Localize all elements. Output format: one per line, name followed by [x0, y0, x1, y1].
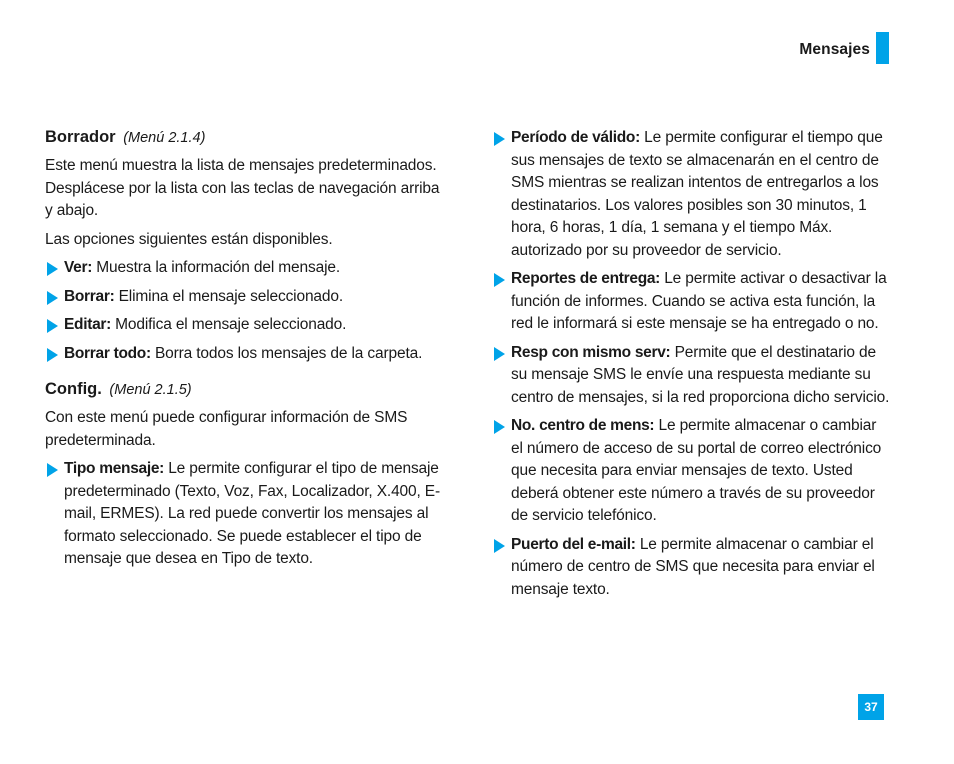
- item-text: Permite que el destinatario de su mensaje SMS le envíe una respuesta mediante su centro de mensajes, si la red proporciona dicho servicio.: [511, 343, 890, 406]
- triangle-right-icon: [47, 319, 58, 333]
- borrador-options-intro: Las opciones siguientes están disponibles.: [45, 230, 333, 248]
- list-item-borrar: [45, 286, 450, 309]
- item-label: Tipo mensaje:: [64, 460, 165, 477]
- triangle-right-icon: [494, 539, 505, 553]
- list-item-reportes-entrega: [492, 268, 892, 336]
- item-label: Editar:: [64, 316, 111, 333]
- item-text: Le permite almacenar o cambiar el número de centro de SMS que necesita para enviar el mensaje texto.: [511, 535, 875, 598]
- list-item-puerto-email: [492, 534, 892, 602]
- config-title: Config.: [45, 380, 102, 398]
- triangle-right-icon: [494, 347, 505, 361]
- list-item-periodo-valido: [492, 127, 892, 262]
- list-item-tipo-mensaje: [45, 458, 450, 571]
- triangle-right-icon: [494, 132, 505, 146]
- item-text: Le permite configurar el tipo de mensaje predeterminado (Texto, Voz, Fax, Localizador, X.400, E-mail, ERMES). La red puede convertir los mensajes al formato seleccionado. Se puede establecer el tipo de mensaje que desea en Tipo de texto.: [64, 460, 441, 567]
- triangle-right-icon: [47, 463, 58, 477]
- item-text: Le permite configurar el tiempo que sus mensajes de texto se almacenarán en el centro de SMS mientras se realizan intentos de entregarlos a los destinatarios. Los valores posibles son 30 minutos, 1 hora, 6 horas, 1 día, 1 semana y el tiempo Máx. autorizado por su proveedor de servicio.: [511, 129, 883, 259]
- borrador-heading: [45, 127, 450, 148]
- list-item-editar: [45, 314, 450, 337]
- item-text: Muestra la información del mensaje.: [92, 259, 340, 276]
- item-label: Borrar todo:: [64, 344, 151, 362]
- item-label: Puerto del e-mail:: [511, 535, 636, 553]
- triangle-right-icon: [47, 291, 58, 305]
- item-label: Ver:: [64, 259, 93, 276]
- page-number: 37: [858, 694, 884, 720]
- right-column: [492, 127, 892, 607]
- borrador-title: Borrador: [45, 128, 116, 146]
- item-text: Elimina el mensaje seleccionado.: [114, 287, 343, 305]
- section-marker-bar: [876, 32, 889, 64]
- triangle-right-icon: [494, 273, 505, 287]
- section-title: Mensajes: [799, 41, 870, 58]
- item-text: Modifica el mensaje seleccionado.: [111, 316, 347, 333]
- borrador-intro: Este menú muestra la lista de mensajes predeterminados. Desplácese por la lista con las teclas de navegación arriba y abajo.: [45, 157, 440, 219]
- item-label: Reportes de entrega:: [511, 270, 661, 287]
- triangle-right-icon: [494, 420, 505, 434]
- spacer: [45, 371, 450, 379]
- config-menu-ref: (Menú 2.1.5): [109, 382, 192, 398]
- list-item-ver: [45, 257, 450, 280]
- item-label: Borrar:: [64, 287, 115, 305]
- borrador-menu-ref: (Menú 2.1.4): [123, 130, 206, 146]
- item-label: No. centro de mens:: [511, 417, 655, 434]
- triangle-right-icon: [47, 348, 58, 362]
- item-text: Le permite activar o desactivar la función de informes. Cuando se activa esta función, la red le informará si este mensaje se ha entregado o no.: [511, 270, 887, 332]
- item-text: Borra todos los mensajes de la carpeta.: [150, 344, 423, 362]
- triangle-right-icon: [47, 262, 58, 276]
- left-column: [45, 127, 450, 577]
- item-label: Período de válido:: [511, 129, 640, 146]
- list-item-borrar-todo: [45, 343, 450, 366]
- config-intro: Con este menú puede configurar información de SMS predeterminada.: [45, 409, 408, 449]
- config-heading: [45, 379, 450, 400]
- item-text: Le permite almacenar o cambiar el número de acceso de su portal de correo electrónico que necesita para enviar mensajes de texto. Usted deberá obtener este número a través de su proveedor de servicio telefónico.: [511, 417, 882, 524]
- item-label: Resp con mismo serv:: [511, 343, 671, 361]
- list-item-resp-mismo-serv: [492, 342, 892, 410]
- list-item-centro-mens: [492, 415, 892, 528]
